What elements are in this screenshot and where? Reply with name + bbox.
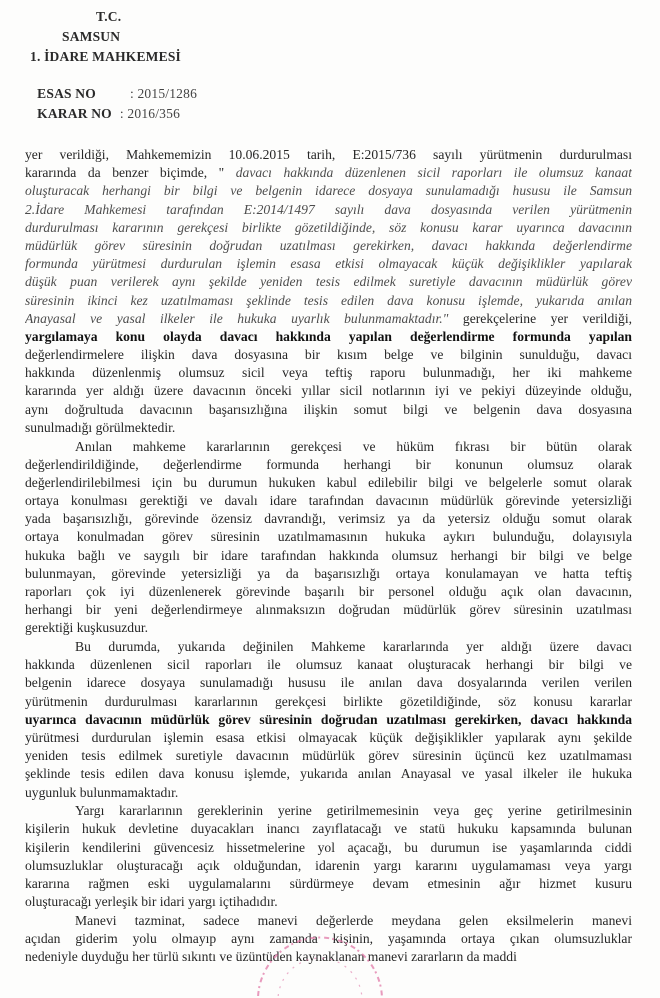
paragraph xyxy=(25,638,632,802)
quoted-text: durdurulması kararının gerekçesi birlikte gözetildiğinde, söz konusu karar uyarınca davacının xyxy=(25,219,632,235)
seal-inner-ring xyxy=(278,958,362,996)
text-segment: şeklinde tesis edilen dava konusu işlemde, yukarıda anılan Anayasal ve yasal ilkeler ile hukuka xyxy=(25,766,632,782)
text-line xyxy=(25,492,632,510)
quoted-text: formunda yürütmesi durdurulan işlemin esasa etkisi olmayacak küçük değişiklikler yapılarak xyxy=(25,256,632,272)
text-segment: hakkında düzenlenmiş olumsuz sicil veya teftiş raporu bulunmadığı, her iki mahkeme xyxy=(25,365,632,381)
text-line xyxy=(25,893,632,911)
text-line xyxy=(25,547,632,565)
text-segment: Bu durumda, yukarıda değinilen Mahkeme kararlarında yer aldığı üzere davacı xyxy=(75,639,632,655)
quoted-text: 2.İdare Mahkemesi tarafından E:2014/1497 sayılı dava dosyasında verilen yürütmenin xyxy=(25,201,632,217)
text-segment: Yargı kararlarının gereklerinin yerine getirilmemesinin veya geç yerine getirilmesinin xyxy=(75,803,632,819)
text-line xyxy=(25,729,632,747)
text-segment: değerlendirildiğinde, değerlendirme formunda herhangi bir konunun olumsuz olarak xyxy=(25,456,632,472)
text-segment: Manevi tazminat, sadece manevi değerlerde meydana gelen eksilmelerin manevi xyxy=(75,912,632,928)
text-segment: herhangi bir yeni değerlendirmeye alınmaksızın doğrudan müdürlük görev süresinin uzatılması xyxy=(25,602,632,618)
text-line xyxy=(25,510,632,528)
text-line xyxy=(25,711,632,729)
esas-value: : 2015/1286 xyxy=(129,86,198,101)
text-line xyxy=(25,164,632,182)
text-segment: yada başarısızlığı, görevinde özensiz davrandığı, verimsiz ya da yetersiz olduğu somut olarak xyxy=(25,511,632,527)
quoted-text: oluşturacak herhangi bir bilgi ve belgenin idarece dosyaya sunulamadığı hususu ile Samsun xyxy=(25,183,632,199)
text-segment: ortaya konulmadan görev süresinin uzatılmamasının hukuka aykırı bulunduğu, dolayısıyla xyxy=(25,529,632,545)
text-line xyxy=(25,255,632,273)
text-segment: olumsuzluklar oluşturacağı açık olduğundan, idarenin yargı kararını uygulamaması veya yargı xyxy=(25,857,632,873)
text-line xyxy=(25,292,632,310)
karar-no xyxy=(30,90,180,122)
text-segment: yürütmenin durdurulması kararlarının gerekçesi birlikte gözetildiğinde, söz konusu kararlar xyxy=(25,693,632,709)
text-segment: bulunmayan, görevinde yetersizliği ya da başarısızlığı ortaya konulamayan ve hatta teftiş xyxy=(25,565,632,581)
text-segment: sunulmadığı görülmektedir. xyxy=(25,419,176,435)
seal-outer-ring xyxy=(258,938,382,996)
header-city: SAMSUN xyxy=(62,29,121,44)
text-segment: kişilerin hukuk devletine duyacakları inancı zayıflatacağı ve statü hukuku kapsamında bulunan xyxy=(25,821,632,837)
text-line xyxy=(25,273,632,291)
text-line xyxy=(25,346,632,364)
text-line xyxy=(25,474,632,492)
text-line xyxy=(25,802,632,820)
quoted-text: davacı hakkında düzenlenen sicil raporları ile olumsuz kanaat xyxy=(235,165,632,181)
text-segment: değerlendirilebilmesi için bu durumun hukuken kabul edilebilir bilgi ve belgelerle somut olarak xyxy=(25,474,632,490)
text-line xyxy=(25,619,632,637)
text-line xyxy=(25,456,632,474)
text-segment: yeniden tesis edilmek suretiyle davacının müdürlük görev süresinin üçüncü kez uzatılmaması xyxy=(25,748,632,764)
text-line xyxy=(25,310,632,328)
text-line xyxy=(25,419,632,437)
text-line xyxy=(25,875,632,893)
header-country: T.C. xyxy=(96,9,122,24)
quoted-text: Anayasal ve yasal ilkeler ile hukuka uyarlık bulunmamaktadır." xyxy=(25,310,463,326)
text-line xyxy=(25,674,632,692)
karar-value: : 2016/356 xyxy=(119,106,181,121)
text-segment: raporları çok iyi düzenlenerek görevinde başarılı bir personel olduğu açık olan davacının, xyxy=(25,584,632,599)
text-segment: kararında da benzer biçimde, " xyxy=(25,165,236,181)
paragraph xyxy=(25,146,632,437)
karar-label: KARAR NO xyxy=(37,106,112,121)
text-segment: uyarınca davacının müdürlük görev süresinin doğrudan uzatılması gerekirken, davacı hakkında xyxy=(25,711,632,727)
text-line xyxy=(25,219,632,237)
text-line xyxy=(25,201,632,219)
header-court: 1. İDARE MAHKEMESİ xyxy=(30,49,181,64)
text-segment: ortaya konulması gerektiği ve davalı idare tarafından davacının müdürlük görevinde yetersizliği xyxy=(25,493,632,509)
paragraph xyxy=(25,802,632,911)
text-segment: kararına rağmen eski uygulamalarını sürdürmeye devam etmesinin ağır hizmet kusuru xyxy=(25,876,632,891)
text-line xyxy=(25,784,632,802)
text-segment: yer verildiği, Mahkememizin 10.06.2015 tarih, E:2015/736 sayılı yürütmenin durdurulması xyxy=(25,147,632,162)
court-seal-stamp xyxy=(240,920,400,998)
text-line xyxy=(25,237,632,255)
text-segment: kişilerin kendilerini güvencesiz hissetmelerine yol açacağı, bu durumun ise yaşamlarında ciddi xyxy=(25,839,632,855)
text-segment: yürütmesi durdurulan işlemin esasa etkisi olmayacak küçük değişiklikler yapılarak aynı şekilde xyxy=(25,730,632,745)
text-segment: oluşturacağı yerleşik bir idari yargı içtihadıdır. xyxy=(25,894,278,910)
text-line xyxy=(25,820,632,838)
document-body xyxy=(25,146,632,966)
text-line xyxy=(25,656,632,674)
text-line xyxy=(25,839,632,857)
text-line xyxy=(25,765,632,783)
text-segment: açıdan giderim yolu olmayıp aynı zamanda kişinin, yaşamında ortaya çıkan olumsuzluklar xyxy=(25,931,632,947)
paragraph xyxy=(25,438,632,638)
text-segment: nedeniyle duyduğu her türlü sıkıntı ve üzüntüden kaynaklanan manevi zararların da maddi xyxy=(25,949,517,965)
text-segment: değerlendirmelere ilişkin dava dosyasına bir kısım belge ve bilginin sunulduğu, davacı xyxy=(25,347,632,363)
text-line xyxy=(25,182,632,200)
text-segment: gerektiği kuşkusuzdur. xyxy=(25,620,149,636)
quoted-text: müdürlük görev süresinin doğrudan uzatılması gerekirken, davacı hakkında değerlendirme xyxy=(25,237,632,253)
quoted-text: süresinin ikinci kez uzatılmaması şeklinde tesis edilen dava konusu işlemde, yukarıda anılan xyxy=(25,292,632,308)
esas-label: ESAS NO xyxy=(37,86,96,101)
text-line xyxy=(25,328,632,346)
text-segment: Anılan mahkeme kararlarının gerekçesi ve hüküm fıkrası bir bütün olarak xyxy=(75,438,632,454)
text-line xyxy=(25,364,632,382)
text-line xyxy=(25,747,632,765)
text-line xyxy=(25,565,632,583)
text-segment: hakkında düzenlenen sicil raporları ile olumsuz kanaat oluşturacak herhangi bir bilgi ve xyxy=(25,657,632,673)
text-line xyxy=(25,601,632,619)
text-line xyxy=(25,693,632,711)
quoted-text: düşük puan verilerek aynı şekilde yeniden tesis edilmek suretiyle davacının müdürlük görev xyxy=(25,274,632,290)
text-segment: yargılamaya konu olayda davacı hakkında yapılan değerlendirme formunda yapılan xyxy=(25,328,632,344)
text-line xyxy=(25,857,632,875)
text-line xyxy=(25,401,632,419)
text-segment: uygunluk bulunmamaktadır. xyxy=(25,784,179,800)
text-line xyxy=(25,438,632,456)
text-line xyxy=(25,528,632,546)
text-line xyxy=(25,583,632,601)
text-segment: hukuka bağlı ve saygılı bir idare tarafından hakkında olumsuz herhangi bir bilgi ve belge xyxy=(25,547,632,563)
text-segment: kararında yer aldığı üzere davacının önceki yıllar sicil notlarının iyi ve pekiyi düzeyinde olduğu, xyxy=(25,383,632,399)
text-segment: aynı doğrultuda davacının başarısızlığına ilişkin somut bilgi ve belgenin dava dosyasına xyxy=(25,401,632,417)
text-segment: gerekçelerine yer verildiği, xyxy=(462,310,632,326)
text-line xyxy=(25,146,632,164)
text-line xyxy=(25,382,632,400)
text-line xyxy=(25,638,632,656)
text-segment: belgenin idarece dosyaya sunulamadığı hususu ile anılan dava dosyalarında verilen verilen xyxy=(25,675,632,691)
